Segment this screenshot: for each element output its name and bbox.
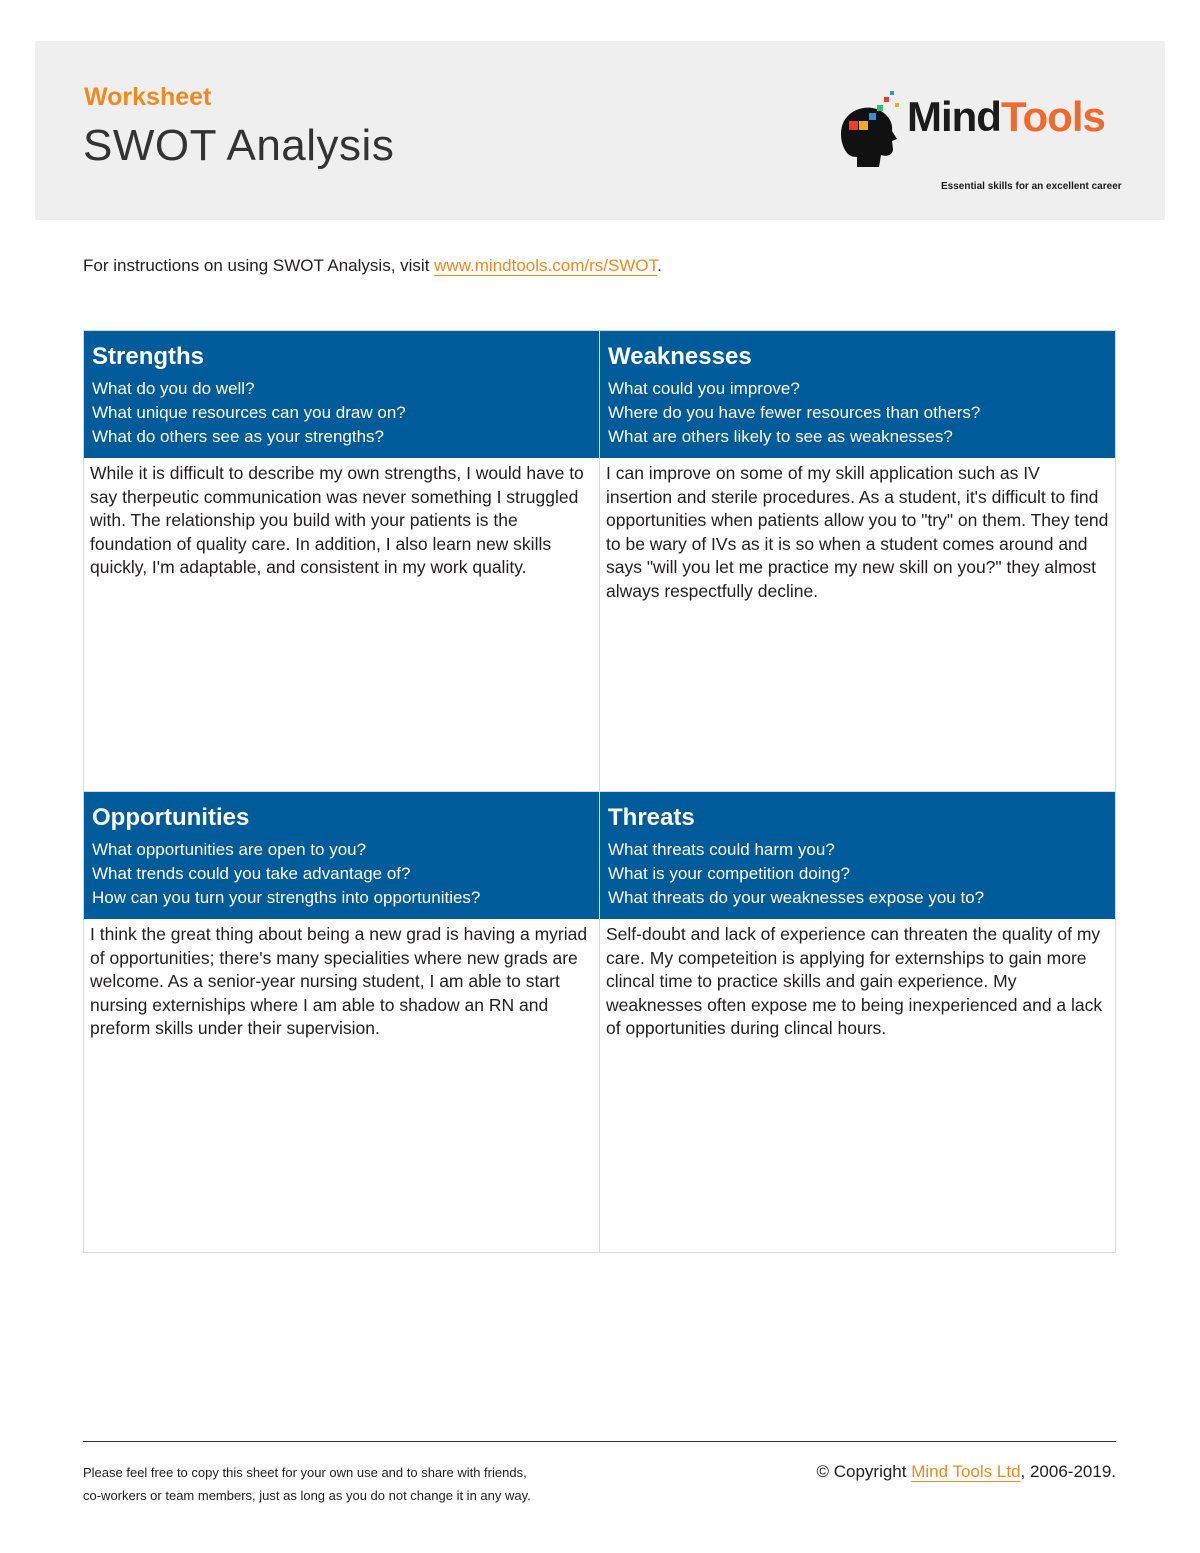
- logo-wordmark: [907, 93, 1105, 141]
- swot-instructions-link[interactable]: www.mindtools.com/rs/SWOT: [434, 256, 658, 275]
- opportunities-header: [84, 792, 599, 919]
- logo-tagline: Essential skills for an excellent career: [941, 181, 1122, 192]
- strengths-header: [84, 331, 599, 458]
- instructions-suffix: .: [657, 256, 662, 275]
- threats-title: Threats: [608, 804, 695, 831]
- strengths-prompt: What do others see as your strengths?: [92, 427, 384, 446]
- header-banner: [35, 41, 1165, 220]
- mindtools-logo[interactable]: [837, 83, 1127, 195]
- weaknesses-title: Weaknesses: [608, 343, 752, 370]
- mindtools-ltd-link[interactable]: Mind Tools Ltd: [911, 1462, 1021, 1481]
- footer-divider: [83, 1441, 1116, 1442]
- copyright-prefix: © Copyright: [816, 1462, 912, 1481]
- threats-prompt: What threats could harm you?: [608, 840, 835, 859]
- strengths-quadrant: [84, 331, 599, 791]
- head-icon: [837, 83, 909, 195]
- strengths-prompt: What unique resources can you draw on?: [92, 403, 406, 422]
- opportunities-response[interactable]: I think the great thing about being a new grad is having a myriad of opportunities; there's many specialities where new grads are welcome. As a senior-year nursing student, I am able to start nursing externiships where I am able to shadow an RN and preform skills under their supervision.: [90, 924, 588, 1038]
- strengths-title: Strengths: [92, 343, 205, 370]
- page-title: SWOT Analysis: [83, 121, 395, 170]
- threats-quadrant: [600, 792, 1115, 1252]
- footer-note-line: co-workers or team members, just as long as you do not change it in any way.: [83, 1488, 531, 1503]
- strengths-response[interactable]: While it is difficult to describe my own strengths, I would have to say therpeutic communication was never something I struggled with. The relationship you build with your patients is the foundation of quality care. In addition, I also learn new skills quickly, I'm adaptable, and consistent in my work quality.: [90, 463, 584, 577]
- weaknesses-prompt: Where do you have fewer resources than others?: [608, 403, 981, 422]
- instructions-line: [83, 256, 662, 276]
- opportunities-prompt: What opportunities are open to you?: [92, 840, 367, 859]
- worksheet-label: Worksheet: [84, 83, 212, 111]
- weaknesses-prompt: What could you improve?: [608, 379, 800, 398]
- opportunities-prompt: What trends could you take advantage of?: [92, 864, 411, 883]
- logo-word-mind: Mind: [907, 93, 1001, 140]
- threats-response[interactable]: Self-doubt and lack of experience can threaten the quality of my care. My competeition is applying for externships to gain more clincal time to practice skills and gain experience. My weaknesses often expose me to being inexperienced and a lack of opportunities during clincal hours.: [606, 924, 1103, 1038]
- weaknesses-response[interactable]: I can improve on some of my skill application such as IV insertion and sterile procedures. As a student, it's difficult to find opportunities when patients allow you to "try" on them. They tend to be wary of IVs as it is so when a student comes around and says "will you let me practice my new skill on you?" they almost always respectfully decline.: [606, 463, 1109, 601]
- threats-header: [600, 792, 1115, 919]
- logo-word-tools: Tools: [1000, 93, 1105, 140]
- opportunities-prompt: How can you turn your strengths into opportunities?: [92, 888, 481, 907]
- weaknesses-quadrant: [600, 331, 1115, 791]
- weaknesses-header: [600, 331, 1115, 458]
- weaknesses-prompt: What are others likely to see as weaknesses?: [608, 427, 953, 446]
- swot-grid: [83, 330, 1116, 1253]
- strengths-prompt: What do you do well?: [92, 379, 255, 398]
- threats-prompt: What is your competition doing?: [608, 864, 850, 883]
- footer-note: [83, 1461, 531, 1507]
- copyright-suffix: , 2006-2019.: [1020, 1462, 1116, 1481]
- instructions-text: For instructions on using SWOT Analysis, visit: [83, 256, 435, 275]
- footer-note-line: Please feel free to copy this sheet for your own use and to share with friends,: [83, 1465, 527, 1480]
- copyright-notice: [816, 1462, 1116, 1482]
- opportunities-quadrant: [84, 792, 599, 1252]
- opportunities-title: Opportunities: [92, 804, 250, 831]
- threats-prompt: What threats do your weaknesses expose you to?: [608, 888, 985, 907]
